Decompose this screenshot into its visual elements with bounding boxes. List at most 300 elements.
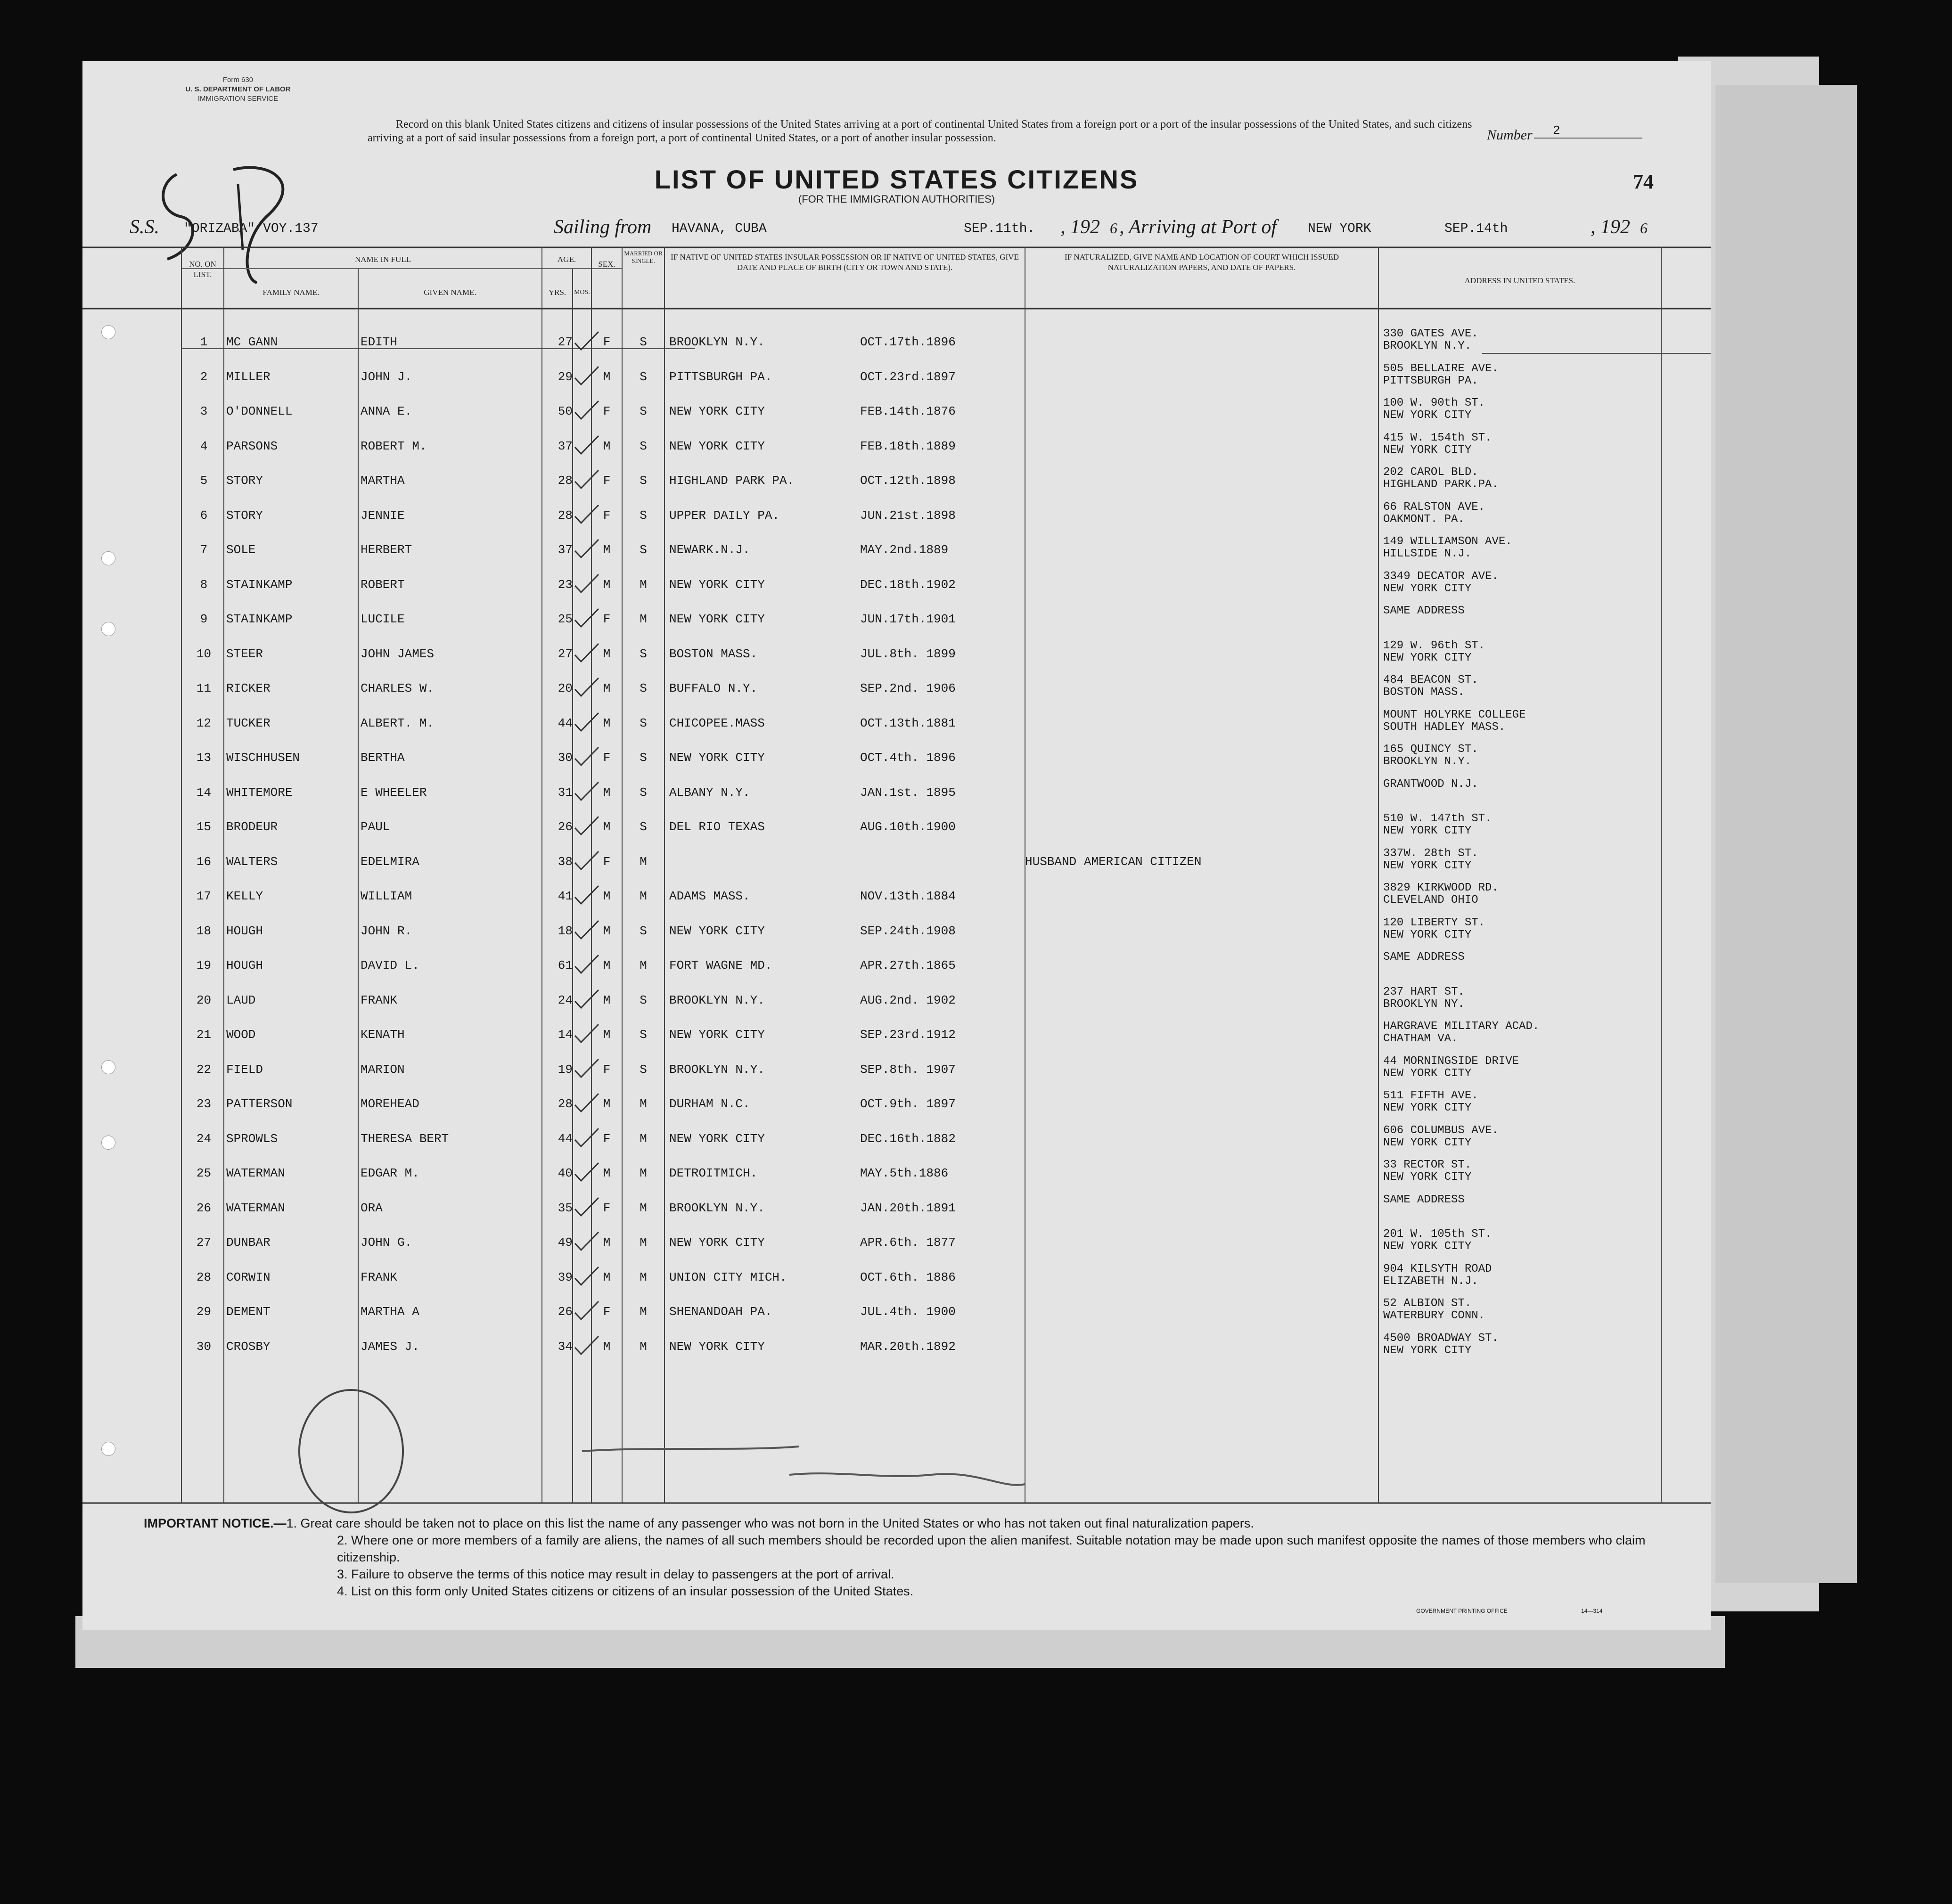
row-number: 29 — [196, 1305, 212, 1319]
age-years: 38 — [558, 854, 573, 869]
birth-place: UNION CITY MICH. — [669, 1270, 787, 1284]
birth-place: HIGHLAND PARK PA. — [669, 474, 795, 488]
notice-item-1: 1. Great care should be taken not to place on this list the name of any passenger who was not born in the United States or who has not taken out final naturalization papers. — [286, 1516, 1254, 1530]
address-line-2: NEW YORK CITY — [1383, 928, 1472, 941]
check-mark-icon — [573, 434, 601, 458]
sex: M — [603, 1166, 611, 1180]
marital-status: M — [640, 1097, 647, 1111]
col-given-name: GIVEN NAME. — [424, 288, 476, 297]
birth-date: JUL.8th. 1899 — [860, 646, 956, 661]
marital-status: S — [640, 785, 647, 800]
age-years: 35 — [558, 1201, 573, 1215]
address-line-2: WATERBURY CONN. — [1383, 1309, 1485, 1322]
address-line-2: NEW YORK CITY — [1383, 1102, 1472, 1114]
arrival-port: NEW YORK — [1308, 221, 1371, 236]
address-line-2: NEW YORK CITY — [1383, 1067, 1472, 1080]
given-name: BERTHA — [361, 751, 405, 765]
age-years: 41 — [558, 889, 573, 903]
underlying-page-edge — [1715, 85, 1857, 1583]
check-mark-icon — [573, 1334, 601, 1358]
age-years: 18 — [558, 923, 573, 938]
birth-date: OCT.12th.1898 — [860, 474, 956, 488]
row-number: 6 — [200, 508, 208, 523]
printer-code: 14—314 — [1581, 1608, 1603, 1614]
birth-date: DEC.16th.1882 — [860, 1131, 956, 1146]
sex: F — [603, 1062, 611, 1077]
address-line-2: NEW YORK CITY — [1383, 409, 1472, 422]
address-line-2: NEW YORK CITY — [1383, 1136, 1472, 1149]
age-years: 26 — [558, 1305, 573, 1319]
address-line-1: 66 RALSTON AVE. — [1383, 500, 1485, 514]
col-name-in-full: NAME IN FULL — [355, 255, 411, 264]
birth-date: JUN.17th.1901 — [860, 612, 956, 626]
row-number: 15 — [196, 820, 212, 834]
year-prefix: , 192 — [1591, 216, 1630, 238]
given-name: MARION — [361, 1062, 405, 1077]
age-years: 44 — [558, 1131, 573, 1146]
birth-date: OCT.4th. 1896 — [860, 751, 956, 765]
row-number: 24 — [196, 1131, 212, 1146]
row-number: 30 — [196, 1339, 212, 1354]
row-number: 22 — [196, 1062, 212, 1077]
family-name: O'DONNELL — [226, 404, 293, 418]
birth-date: JUL.4th. 1900 — [860, 1305, 956, 1319]
age-years: 40 — [558, 1166, 573, 1180]
address-line-2: NEW YORK CITY — [1383, 651, 1472, 664]
row-number: 17 — [196, 889, 212, 903]
manifest-page — [82, 61, 1711, 1630]
address-line-1: SAME ADDRESS — [1383, 1193, 1465, 1206]
address-line-1: 484 BEACON ST. — [1383, 674, 1478, 686]
age-years: 25 — [558, 612, 573, 626]
given-name: DAVID L. — [361, 958, 419, 972]
sex: F — [603, 854, 611, 869]
given-name: E WHEELER — [361, 785, 427, 800]
given-name: JOHN JAMES — [361, 646, 435, 661]
check-mark-icon — [573, 330, 601, 353]
birth-place: NEW YORK CITY — [669, 612, 765, 626]
given-name: ROBERT — [361, 577, 405, 592]
address-line-2: HIGHLAND PARK.PA. — [1383, 478, 1499, 491]
address-line-1: HARGRAVE MILITARY ACAD. — [1383, 1020, 1540, 1033]
birth-place: FORT WAGNE MD. — [669, 958, 772, 972]
address-line-1: 337W. 28th ST. — [1383, 847, 1478, 860]
address-line-1: 129 W. 96th ST. — [1383, 639, 1485, 652]
marital-status: M — [640, 1270, 647, 1284]
birth-date: JAN.20th.1891 — [860, 1201, 956, 1215]
check-mark-icon — [573, 884, 601, 907]
age-years: 44 — [558, 716, 573, 730]
birth-place: SHENANDOAH PA. — [669, 1305, 772, 1319]
address-line-2: NEW YORK CITY — [1383, 1171, 1472, 1184]
sex: M — [603, 820, 611, 834]
address-line-2: HILLSIDE N.J. — [1383, 548, 1472, 560]
sex: M — [603, 439, 611, 453]
age-years: 28 — [558, 1097, 573, 1111]
birth-place: BROOKLYN N.Y. — [669, 1062, 765, 1077]
given-name: LUCILE — [361, 612, 405, 626]
family-name: DEMENT — [226, 1305, 271, 1319]
marital-status: S — [640, 439, 647, 453]
row-number: 7 — [200, 543, 208, 557]
important-notice — [144, 1515, 1699, 1600]
notice-item-2: 2. Where one or more members of a family are aliens, the names of all such members should be recorded upon the alien manifest. Suitable notation may be made upon such manifest opposite the names of those members who claim citizenship. — [337, 1533, 1646, 1564]
row-number: 21 — [196, 1028, 212, 1042]
family-name: DUNBAR — [226, 1235, 271, 1250]
notice-item-3: 3. Failure to observe the terms of this notice may result in delay to passengers at the port of arrival. — [337, 1567, 894, 1581]
birth-place: NEW YORK CITY — [669, 577, 765, 592]
row-number: 1 — [200, 335, 208, 349]
col-married-single: MARRIED OR SINGLE. — [624, 250, 663, 264]
sex: M — [603, 1097, 611, 1111]
address-line-1: 202 CAROL BLD. — [1383, 466, 1478, 479]
birth-place: NEW YORK CITY — [669, 1339, 765, 1354]
check-mark-icon — [573, 676, 601, 700]
row-number: 2 — [200, 369, 208, 384]
ss-label: S.S. — [130, 216, 159, 238]
family-name: PATTERSON — [226, 1097, 293, 1111]
notice-item-4: 4. List on this form only United States citizens or citizens of an insular possession of the United States. — [337, 1584, 914, 1598]
age-years: 14 — [558, 1028, 573, 1042]
birth-date: OCT.13th.1881 — [860, 716, 956, 730]
sex: M — [603, 577, 611, 592]
check-mark-icon — [573, 988, 601, 1012]
check-mark-icon — [573, 745, 601, 769]
check-mark-icon — [573, 1127, 601, 1150]
family-name: STAINKAMP — [226, 612, 293, 626]
row-number: 16 — [196, 854, 212, 869]
check-mark-icon — [573, 1022, 601, 1046]
given-name: EDITH — [361, 335, 398, 349]
marital-status: M — [640, 1166, 647, 1180]
row-number: 23 — [196, 1097, 212, 1111]
family-name: STAINKAMP — [226, 577, 293, 592]
sex: M — [603, 543, 611, 557]
address-line-1: MOUNT HOLYRKE COLLEGE — [1383, 708, 1526, 721]
birth-date: MAY.2nd.1889 — [860, 543, 949, 557]
birth-date: OCT.17th.1896 — [860, 335, 956, 349]
family-name: WATERMAN — [226, 1166, 285, 1180]
naturalization-note: HUSBAND AMERICAN CITIZEN — [1025, 854, 1202, 869]
marital-status: S — [640, 820, 647, 834]
family-name: TUCKER — [226, 716, 271, 730]
row-number: 12 — [196, 716, 212, 730]
sailing-from-label: Sailing from — [554, 216, 652, 238]
family-name: FIELD — [226, 1062, 263, 1077]
birth-place: DURHAM N.C. — [669, 1097, 750, 1111]
birth-date: DEC.18th.1902 — [860, 577, 956, 592]
birth-place: NEWARK.N.J. — [669, 543, 750, 557]
address-line-1: 120 LIBERTY ST. — [1383, 916, 1485, 929]
family-name: RICKER — [226, 681, 271, 695]
check-mark-icon — [573, 815, 601, 838]
sex: F — [603, 508, 611, 523]
address-line-2: ELIZABETH N.J. — [1383, 1275, 1478, 1288]
marital-status: S — [640, 1062, 647, 1077]
birth-date: JUN.21st.1898 — [860, 508, 956, 523]
address-line-1: 606 COLUMBUS AVE. — [1383, 1124, 1499, 1137]
birth-place: NEW YORK CITY — [669, 439, 765, 453]
age-years: 37 — [558, 439, 573, 453]
marital-status: S — [640, 508, 647, 523]
col-family-name: FAMILY NAME. — [262, 288, 320, 297]
family-name: WHITEMORE — [226, 785, 293, 800]
given-name: ROBERT M. — [361, 439, 427, 453]
col-no: NO. ON LIST. — [189, 260, 216, 279]
birth-date: OCT.6th. 1886 — [860, 1270, 956, 1284]
birth-place: NEW YORK CITY — [669, 751, 765, 765]
row-number: 10 — [196, 646, 212, 661]
birth-date: AUG.10th.1900 — [860, 820, 956, 834]
arrival-date: SEP.14th — [1444, 221, 1508, 236]
given-name: ALBERT. M. — [361, 716, 435, 730]
birth-place: NEW YORK CITY — [669, 923, 765, 938]
birth-place: ALBANY N.Y. — [669, 785, 750, 800]
check-mark-icon — [573, 919, 601, 942]
family-name: CROSBY — [226, 1339, 271, 1354]
check-mark-icon — [573, 1092, 601, 1115]
birth-date: APR.27th.1865 — [860, 958, 956, 972]
sex: M — [603, 1028, 611, 1042]
sex: M — [603, 993, 611, 1007]
address-line-1: 52 ALBION ST. — [1383, 1297, 1472, 1310]
sex: M — [603, 889, 611, 903]
given-name: JOHN J. — [361, 369, 412, 384]
number-label: Number — [1487, 127, 1533, 143]
arriving-label: , Arriving at Port of — [1119, 216, 1277, 238]
year-digit: 6 — [1640, 220, 1648, 237]
birth-date: SEP.8th. 1907 — [860, 1062, 956, 1077]
sex: F — [603, 1131, 611, 1146]
ship-name: "ORIZABA" VOY.137 — [184, 221, 319, 236]
marital-status: S — [640, 993, 647, 1007]
address-line-2: BROOKLYN NY. — [1383, 997, 1465, 1011]
marital-status: S — [640, 681, 647, 695]
row-number: 5 — [200, 474, 208, 488]
family-name: MC GANN — [226, 335, 278, 349]
marital-status: S — [640, 369, 647, 384]
family-name: HOUGH — [226, 923, 263, 938]
given-name: ANNA E. — [361, 404, 412, 418]
age-years: 23 — [558, 577, 573, 592]
intro-instructions: Record on this blank United States citizens and citizens of insular possessions of the United States arriving at a port of continental United States from a foreign port or a port of the insular possessions of the United States, and such citizens arriving at a port of said insular possessions from a foreign port, a port of continental United States, or a port of another insular possession. — [368, 118, 1472, 144]
sex: M — [603, 1235, 611, 1250]
age-years: 20 — [558, 681, 573, 695]
birth-place: DETROITMICH. — [669, 1166, 758, 1180]
marital-status: S — [640, 543, 647, 557]
list-number: 2 — [1534, 123, 1642, 139]
family-name: WOOD — [226, 1028, 256, 1042]
family-name: WISCHHUSEN — [226, 751, 300, 765]
given-name: PAUL — [361, 820, 390, 834]
birth-place: BUFFALO N.Y. — [669, 681, 758, 695]
given-name: EDELMIRA — [361, 854, 419, 869]
col-yrs: YRS. — [548, 288, 566, 297]
printer-credit: GOVERNMENT PRINTING OFFICE — [1416, 1608, 1508, 1614]
birth-date: MAY.5th.1886 — [860, 1166, 949, 1180]
sex: F — [603, 1305, 611, 1319]
address-line-2: PITTSBURGH PA. — [1383, 374, 1478, 387]
given-name: EDGAR M. — [361, 1166, 419, 1180]
given-name: THERESA BERT — [361, 1131, 449, 1146]
age-years: 61 — [558, 958, 573, 972]
row-number: 28 — [196, 1270, 212, 1284]
address-line-1: 505 BELLAIRE AVE. — [1383, 362, 1499, 375]
birth-date: OCT.23rd.1897 — [860, 369, 956, 384]
given-name: JAMES J. — [361, 1339, 419, 1354]
check-mark-icon — [573, 1265, 601, 1289]
family-name: KELLY — [226, 889, 263, 903]
marital-status: M — [640, 1305, 647, 1319]
birth-place: NEW YORK CITY — [669, 1235, 765, 1250]
address-line-1: 201 W. 105th ST. — [1383, 1228, 1492, 1241]
address-line-1: 904 KILSYTH ROAD — [1383, 1262, 1492, 1275]
check-mark-icon — [573, 850, 601, 873]
address-line-2: NEW YORK CITY — [1383, 582, 1472, 595]
year-prefix: , 192 — [1060, 216, 1100, 238]
sex: M — [603, 785, 611, 800]
page-number: 74 — [1633, 170, 1654, 193]
address-line-2: BROOKLYN N.Y. — [1383, 340, 1472, 352]
row-number: 11 — [196, 681, 212, 695]
age-years: 19 — [558, 1062, 573, 1077]
address-line-2: BROOKLYN N.Y. — [1383, 755, 1472, 768]
family-name: CORWIN — [226, 1270, 271, 1284]
sex: F — [603, 404, 611, 418]
birth-place: NEW YORK CITY — [669, 1131, 765, 1146]
birth-date: OCT.9th. 1897 — [860, 1097, 956, 1111]
row-number: 26 — [196, 1201, 212, 1215]
birth-place: CHICOPEE.MASS — [669, 716, 765, 730]
marital-status: M — [640, 889, 647, 903]
sex: M — [603, 923, 611, 938]
marital-status: M — [640, 612, 647, 626]
address-line-1: 100 W. 90th ST. — [1383, 397, 1485, 409]
address-line-1: 237 HART ST. — [1383, 985, 1465, 998]
sex: F — [603, 474, 611, 488]
col-birth: IF NATIVE OF UNITED STATES INSULAR POSSESSION OR IF NATIVE OF UNITED STATES, GIVE DATE AND PLACE OF BIRTH (CITY OR TOWN AND STATE). — [671, 253, 1019, 272]
check-mark-icon — [573, 538, 601, 561]
row-number: 27 — [196, 1235, 212, 1250]
sex: M — [603, 1270, 611, 1284]
check-mark-icon — [573, 953, 601, 977]
service: IMMIGRATION SERVICE — [197, 95, 279, 103]
sex: M — [603, 646, 611, 661]
marital-status: M — [640, 958, 647, 972]
given-name: JOHN R. — [361, 923, 412, 938]
department: U. S. DEPARTMENT OF LABOR — [185, 85, 291, 93]
given-name: MARTHA — [361, 474, 405, 488]
given-name: WILLIAM — [361, 889, 412, 903]
given-name: JOHN G. — [361, 1235, 412, 1250]
birth-place: PITTSBURGH PA. — [669, 369, 772, 384]
birth-date: APR.6th. 1877 — [860, 1235, 956, 1250]
birth-place: ADAMS MASS. — [669, 889, 750, 903]
age-years: 28 — [558, 474, 573, 488]
age-years: 27 — [558, 646, 573, 661]
check-mark-icon — [573, 503, 601, 527]
birth-place: BROOKLYN N.Y. — [669, 1201, 765, 1215]
family-name: MILLER — [226, 369, 271, 384]
family-name: LAUD — [226, 993, 256, 1007]
row-number: 20 — [196, 993, 212, 1007]
given-name: ORA — [361, 1201, 383, 1215]
address-line-2: BOSTON MASS. — [1383, 686, 1465, 699]
address-line-1: 3349 DECATOR AVE. — [1383, 570, 1499, 583]
birth-date: FEB.18th.1889 — [860, 439, 956, 453]
check-mark-icon — [573, 1196, 601, 1219]
sex: F — [603, 1201, 611, 1215]
address-line-2: NEW YORK CITY — [1383, 825, 1472, 837]
address-line-2: NEW YORK CITY — [1383, 443, 1472, 457]
check-mark-icon — [573, 365, 601, 388]
row-number: 8 — [200, 577, 208, 592]
given-name: MOREHEAD — [361, 1097, 419, 1111]
birth-place: BROOKLYN N.Y. — [669, 335, 765, 349]
age-years: 50 — [558, 404, 573, 418]
given-name: MARTHA A — [361, 1305, 419, 1319]
row-number: 19 — [196, 958, 212, 972]
given-name: FRANK — [361, 1270, 398, 1284]
age-years: 31 — [558, 785, 573, 800]
age-years: 26 — [558, 820, 573, 834]
sex: M — [603, 681, 611, 695]
address-line-2: NEW YORK CITY — [1383, 1344, 1472, 1357]
given-name: FRANK — [361, 993, 398, 1007]
address-line-1: 165 QUINCY ST. — [1383, 743, 1478, 756]
sex: F — [603, 751, 611, 765]
marital-status: M — [640, 577, 647, 592]
sex: M — [603, 958, 611, 972]
notice-lead: IMPORTANT NOTICE.— — [144, 1516, 287, 1530]
document-subtitle: (FOR THE IMMIGRATION AUTHORITIES) — [798, 193, 995, 205]
check-mark-icon — [573, 607, 601, 630]
row-number: 25 — [196, 1166, 212, 1180]
family-name: STORY — [226, 508, 263, 523]
sex: M — [603, 1339, 611, 1354]
form-number: Form 630 — [222, 76, 254, 84]
birth-date: NOV.13th.1884 — [860, 889, 956, 903]
family-name: WATERMAN — [226, 1201, 285, 1215]
address-line-1: 149 WILLIAMSON AVE. — [1383, 535, 1512, 548]
birth-place: DEL RIO TEXAS — [669, 820, 765, 834]
departure-port: HAVANA, CUBA — [672, 221, 767, 236]
family-name: SPROWLS — [226, 1131, 278, 1146]
age-years: 29 — [558, 369, 573, 384]
marital-status: S — [640, 335, 647, 349]
address-line-1: 44 MORNINGSIDE DRIVE — [1383, 1054, 1519, 1068]
marital-status: M — [640, 1131, 647, 1146]
col-sex: SEX. — [598, 260, 615, 269]
given-name: JENNIE — [361, 508, 405, 523]
age-years: 34 — [558, 1339, 573, 1354]
marital-status: S — [640, 646, 647, 661]
family-name: PARSONS — [226, 439, 278, 453]
address-line-1: 330 GATES AVE. — [1383, 327, 1478, 340]
row-number: 9 — [200, 612, 208, 626]
marital-status: S — [640, 716, 647, 730]
check-mark-icon — [573, 1057, 601, 1081]
family-name: STORY — [226, 474, 263, 488]
birth-date: FEB.14th.1876 — [860, 404, 956, 418]
row-number: 4 — [200, 439, 208, 453]
address-line-2: CHATHAM VA. — [1383, 1032, 1458, 1045]
birth-place: BROOKLYN N.Y. — [669, 993, 765, 1007]
birth-date: MAR.20th.1892 — [860, 1339, 956, 1354]
given-name: KENATH — [361, 1028, 405, 1042]
check-mark-icon — [573, 1161, 601, 1185]
check-mark-icon — [573, 1299, 601, 1323]
